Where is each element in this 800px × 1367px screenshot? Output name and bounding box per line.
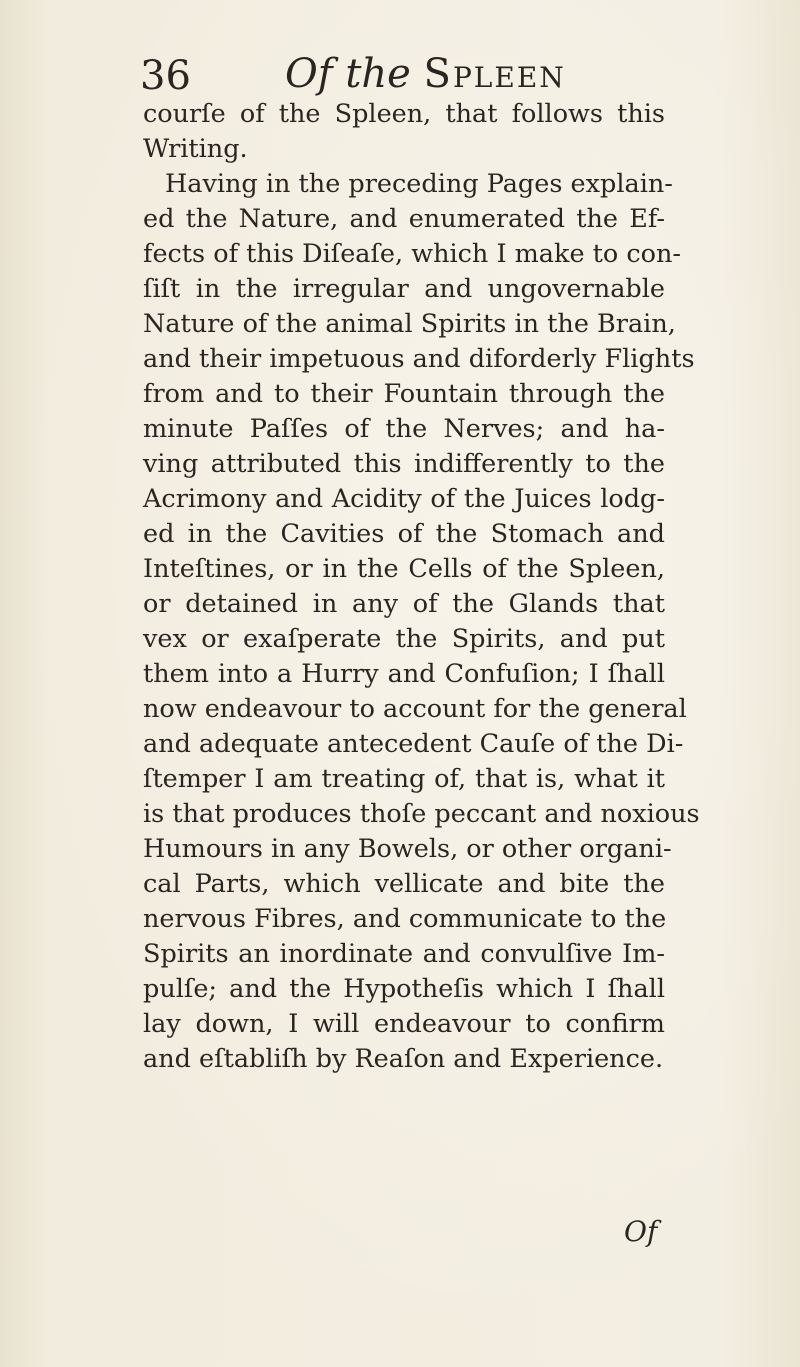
text-line: Nature of the animal Spirits in the Brain, bbox=[143, 309, 676, 339]
text-line: and adequate antecedent Cauſe of the Di- bbox=[143, 729, 684, 759]
text-line: Acrimony and Acidity of the Juices lodg- bbox=[143, 484, 665, 514]
text-line: ed in the Cavities of the Stomach and bbox=[143, 519, 665, 549]
catchword: Of bbox=[624, 1215, 658, 1248]
text-line: lay down, I will endeavour to confirm bbox=[143, 1009, 665, 1039]
text-line: now endeavour to account for the general bbox=[143, 694, 687, 724]
text-line: and eſtabliſh by Reaſon and Experience. bbox=[143, 1044, 664, 1074]
text-line: ed the Nature, and enumerated the Ef- bbox=[143, 204, 665, 234]
text-line: fects of this Diſeaſe, which I make to con- bbox=[143, 239, 682, 269]
text-line: from and to their Fountain through the bbox=[143, 379, 665, 409]
text-line: Writing. bbox=[143, 134, 248, 164]
running-head-prefix: Of the bbox=[285, 51, 411, 97]
text-line: Spirits an inordinate and convulſive Im- bbox=[143, 939, 665, 969]
text-line: pulſe; and the Hypotheſis which I ſhall bbox=[143, 974, 665, 1004]
page-number: 36 bbox=[140, 53, 191, 99]
running-head-title: Spleen bbox=[423, 51, 566, 97]
text-line: vex or exaſperate the Spirits, and put bbox=[143, 624, 665, 654]
text-line: minute Paſſes of the Nerves; and ha- bbox=[143, 414, 665, 444]
text-line: ving attributed this indifferently to the bbox=[143, 449, 665, 479]
text-line: Having in the preceding Pages explain- bbox=[165, 169, 673, 199]
body-text bbox=[143, 97, 700, 1077]
text-line: and their impetuous and diforderly Flights bbox=[143, 344, 695, 374]
text-line: ſiſt in the irregular and ungovernable bbox=[143, 274, 665, 304]
page-header bbox=[140, 48, 660, 100]
text-line: Humours in any Bowels, or other organi- bbox=[143, 834, 672, 864]
text-line: cal Parts, which vellicate and bite the bbox=[143, 869, 665, 899]
text-line: courſe of the Spleen, that follows this bbox=[143, 99, 665, 129]
text-line: Inteſtines, or in the Cells of the Spleen, bbox=[143, 554, 665, 584]
text-line: nervous Fibres, and communicate to the bbox=[143, 904, 667, 934]
text-line: them into a Hurry and Confuſion; I ſhall bbox=[143, 659, 665, 689]
text-line: ſtemper I am treating of, that is, what it bbox=[143, 764, 665, 794]
text-line: or detained in any of the Glands that bbox=[143, 589, 665, 619]
text-line: is that produces thoſe peccant and noxious bbox=[143, 799, 700, 829]
running-head bbox=[285, 52, 566, 96]
